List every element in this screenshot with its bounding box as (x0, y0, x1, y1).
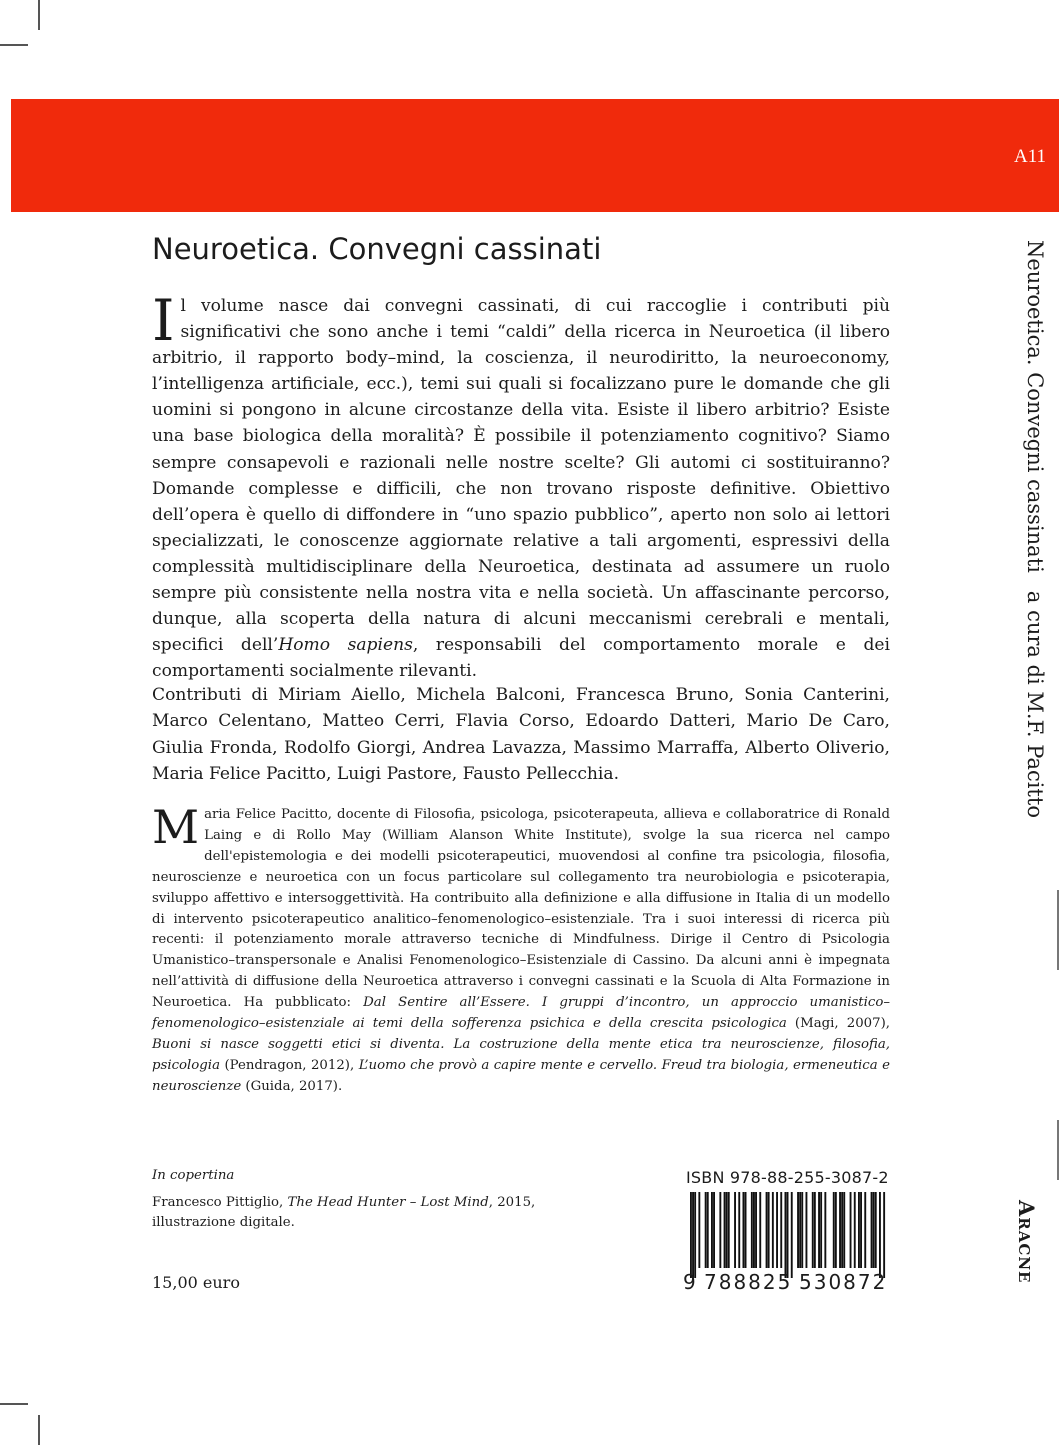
bio-text: (Magi, 2007), (786, 1016, 890, 1032)
spine-book-title: Neuroetica. Convegni cassinati (1023, 240, 1047, 573)
publisher-name: RACNE (1015, 1217, 1033, 1284)
bio-book: L’uomo che provò a capire mente e cervello. Freud tra biologia, ermeneutica e neuroscienze (152, 1057, 891, 1094)
abstract-italic: Homo sapiens (278, 635, 413, 656)
abstract-text-end: , responsabili del comportamento morale e dei comportamenti socialmente rilevanti. (152, 635, 890, 682)
contributors: Contributi di Miriam Aiello, Michela Balconi, Francesca Bruno, Sonia Canterini, Marco Celentano, Matteo Cerri, Flavia Corso, Edoardo Datteri, Mario De Caro, Giulia Fronda, Rodolfo Giorgi, Andrea Lavazza, Massimo Marraffa, Alberto Oliverio, Maria Felice Pacitto, Luigi Pastore, Fausto Pellecchia. (152, 685, 890, 784)
price: 15,00 euro (152, 1273, 240, 1292)
spine-edge-mark (1057, 890, 1059, 970)
author-bio (152, 800, 891, 1098)
cover-artist: Francesco Pittiglio, (152, 1195, 288, 1210)
bio-text: aria Felice Pacitto, docente di Filosofia, psicologa, psicoterapeuta, allieva e collaboratrice di Ronald Laing e di Rollo May (William Alanson White Institute), svolge la sua ricerca nel campo dell'epistemologia e dei modelli psicoterapeutici, muovendosi al confine tra psicologia, filosofia, neuroscienze e neuroetica con un focus particolare sul collegamento tra neurobiologia e psicoterapia, sviluppo affettivo e intersoggettività. Ha contribuito alla definizione e alla diffusione in Italia di un modello di intervento psicoterapeutico analitico–fenomenologico–esistenziale. Tra i suoi interessi di ricerca più recenti: il potenziamento morale attraverso tecniche di Mindfulness. Dirige il Centro di Psicologia Umanistico–transpersonale e Analisi Fenomenologico–Esistenziale di Cassino. Da alcuni anni è impegnata nell’attività di diffusione della Neuroetica attraverso i convegni cassinati e la Scuola di Alta Formazione in Neuroetica. Ha pubblicato: (152, 807, 890, 1011)
isbn: ISBN 978-88-255-3087-2 (686, 1168, 889, 1187)
abstract-dropcap: I (152, 288, 175, 354)
series-code: A11 (1013, 146, 1046, 167)
header-band (11, 99, 1059, 212)
book-title: Neuroetica. Convegni cassinati (152, 232, 602, 266)
spine-editor: a cura di M.F. Pacitto (1023, 590, 1047, 818)
bio-dropcap: M (152, 800, 200, 854)
publisher-initial: A (1014, 1200, 1039, 1218)
abstract-text: l volume nasce dai convegni cassinati, di cui raccoglie i contributi più significativi che sono anche i temi “caldi” della ricerca in Neuroetica (il libero arbitrio, il rapporto body–mind, la coscienza, il neurodiritto, la neuroeconomy, l’intelligenza artificiale, ecc.), temi sui quali si focalizzano pure le domande che gli uomini si pongono in alcune circostanze della vita. Esiste il libero arbitrio? Esiste una base biologica della moralità? È possibile il potenziamento cognitivo? Siamo sempre consapevoli e razionali nelle nostre scelte? Gli automi ci sostituiranno? Domande complesse e difficili, che non trovano risposte definitive. Obiettivo dell’opera è quello di diffondere in “uno spazio pubblico”, aperto non solo ai lettori specializzati, le conoscenze aggiornate relative a tali argomenti, espressivi della complessità multidisciplinare della Neuroetica, destinata ad assumere un ruolo sempre più consistente nella nostra vita e nella società. Un affascinante percorso, dunque, alla scoperta della natura di alcuni meccanismi cerebrali e mentali, specifici dell’ (152, 296, 890, 656)
barcode-digit-first: 9 (683, 1270, 698, 1294)
bio-book: Buoni si nasce soggetti etici si diventa. La costruzione della mente etica tra neuroscienze, filosofia, psicologia (152, 1036, 890, 1073)
abstract (152, 288, 890, 684)
bio-text: (Pendragon, 2012), (220, 1057, 359, 1073)
bio-text: (Guida, 2017). (241, 1078, 343, 1094)
cover-label: In copertina (152, 1168, 235, 1183)
crop-mark (0, 1403, 28, 1405)
spine-title (1023, 240, 1047, 818)
cover-credit (152, 1193, 552, 1233)
cover-details: , 2015, illustrazione digitale. (152, 1195, 536, 1230)
publisher-logo (1014, 1200, 1039, 1283)
crop-mark (0, 44, 28, 46)
crop-mark (38, 1415, 40, 1445)
barcode-digits-right: 530872 (799, 1270, 888, 1294)
crop-mark (38, 0, 40, 30)
barcode-digits-left: 788825 (704, 1270, 793, 1294)
bio-book: Dal Sentire all’Essere. I gruppi d’incontro, un approccio umanistico–fenomenologico–esistenziale ai temi della sofferenza psichica e della crescita psicologica (152, 995, 890, 1032)
cover-work: The Head Hunter – Lost Mind (287, 1195, 489, 1210)
spine-edge-mark (1057, 1120, 1059, 1180)
barcode (686, 1192, 892, 1278)
